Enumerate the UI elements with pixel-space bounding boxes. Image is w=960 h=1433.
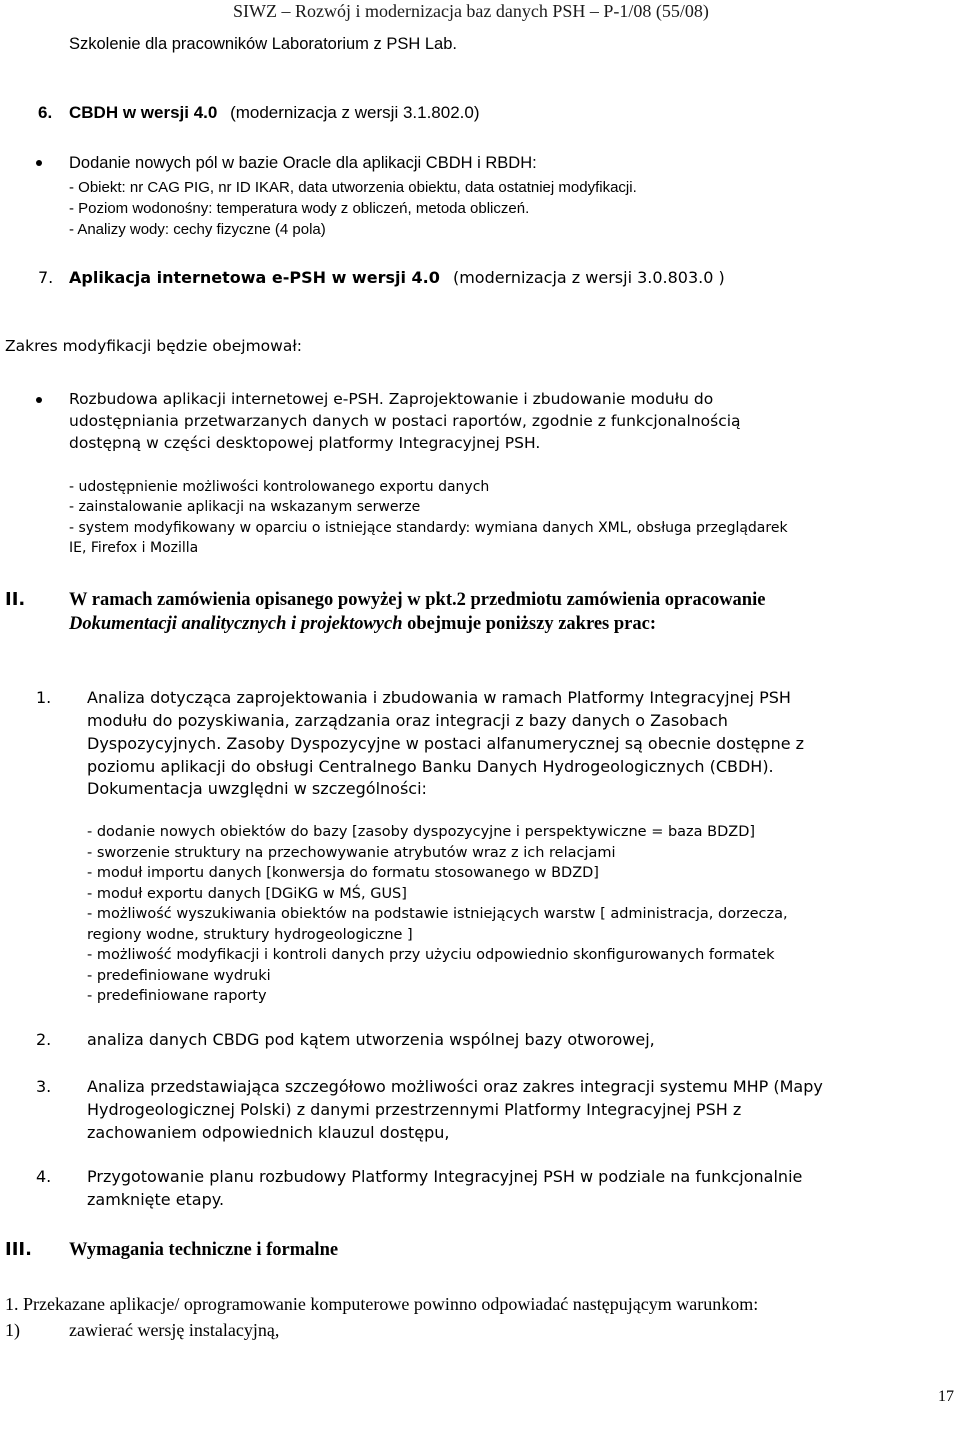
item-3-line: Hydrogeologicznej Polski) z danymi przestrzennymi Platformy Integracyjnej PSH z — [87, 1100, 742, 1119]
section-iii-numeral: III. — [5, 1239, 32, 1260]
item-3-line: zachowaniem odpowiednich klauzul dostępu, — [87, 1123, 450, 1142]
section-ii-line-2-rest: obejmuje poniższy zakres prac: — [402, 614, 656, 634]
section-6-line: - Obiekt: nr CAG PIG, nr ID IKAR, data utworzenia obiektu, data ostatniej modyfikacji. — [69, 179, 637, 196]
item-1-number: 1. — [36, 688, 52, 707]
section-6-line: - Analizy wody: cechy fizyczne (4 pola) — [69, 221, 326, 238]
item-2-number: 2. — [36, 1030, 52, 1049]
item-2-line: analiza danych CBDG pod kątem utworzenia wspólnej bazy otworowej, — [87, 1030, 655, 1049]
section-6-number: 6. — [38, 103, 53, 122]
section-ii-line-2 — [69, 615, 656, 634]
section-7-bullet-line: udostępniania przetwarzanych danych w postaci raportów, zgodnie z funkcjonalnością — [69, 412, 741, 430]
item-1-line: poziomu aplikacji do obsługi Centralnego Banku Danych Hydrogeologicznych (CBDH). — [87, 757, 774, 776]
section-7-dash-line: - udostępnienie możliwości kontrolowanego exportu danych — [69, 479, 490, 495]
section-7-dash-line: - system modyfikowany w oparciu o istniejące standardy: wymiana danych XML, obsługa przeglądarek — [69, 520, 788, 536]
section-7-title-rest: (modernizacja z wersji 3.0.803.0 ) — [452, 268, 725, 287]
item-1-sub-line: - predefiniowane raporty — [87, 988, 267, 1004]
section-7-title-bold: Aplikacja internetowa e-PSH w wersji 4.0 — [69, 268, 440, 287]
item-3-number: 3. — [36, 1077, 52, 1096]
item-4-line: zamknięte etapy. — [87, 1190, 225, 1209]
item-1-line: Dyspozycyjnych. Zasoby Dyspozycyjne w postaci alfanumerycznej są obecnie dostępne z — [87, 734, 805, 753]
item-1-sub-line: - dodanie nowych obiektów do bazy [zasoby dyspozycyjne i perspektywiczne = baza BDZD] — [87, 824, 756, 840]
section-iii-item-text: zawierać wersję instalacyjną, — [69, 1320, 280, 1340]
bullet-dot — [36, 160, 42, 166]
item-1-line: Dokumentacja uwzględni w szczególności: — [87, 779, 427, 798]
section-ii-line-2-italic: Dokumentacji analitycznych i projektowych — [69, 614, 403, 634]
item-1-sub-line: - predefiniowane wydruki — [87, 968, 271, 984]
item-1-sub-line: - możliwość modyfikacji i kontroli danych przy użyciu odpowiednio skonfigurowanych formatek — [87, 947, 775, 963]
item-3-line: Analiza przedstawiająca szczegółowo możliwości oraz zakres integracji systemu MHP (Mapy — [87, 1077, 823, 1096]
item-1-sub-line: regiony wodne, struktury hydrogeologiczne ] — [87, 927, 413, 943]
item-1-sub-line: - moduł importu danych [konwersja do formatu stosowanego w BDZD] — [87, 865, 599, 881]
item-1-line: Analiza dotycząca zaprojektowania i zbudowania w ramach Platformy Integracyjnej PSH — [87, 688, 791, 707]
section-6-title-rest: (modernizacja z wersji 3.1.802.0) — [230, 103, 480, 122]
item-1-sub-line: - sworzenie struktury na przechowywanie atrybutów wraz z ich relacjami — [87, 845, 616, 861]
bullet-dot — [36, 397, 42, 403]
section-iii-paragraph-1: 1. Przekazane aplikacje/ oprogramowanie komputerowe powinno odpowiadać następującym warunkom: — [5, 1294, 759, 1314]
item-1-line: modułu do pozyskiwania, zarządzania oraz integracji z bazy danych o Zasobach — [87, 711, 728, 730]
page-header-title: SIWZ – Rozwój i modernizacja baz danych PSH – P-1/08 (55/08) — [233, 1, 709, 21]
section-7-dash-line: - zainstalowanie aplikacji na wskazanym serwerze — [69, 499, 421, 515]
section-ii-line-1: W ramach zamówienia opisanego powyżej w pkt.2 przedmiotu zamówienia opracowanie — [69, 590, 766, 610]
section-ii-numeral: II. — [5, 589, 26, 610]
section-6-title-bold: CBDH w wersji 4.0 — [69, 103, 218, 122]
scope-heading: Zakres modyfikacji będzie obejmował: — [5, 337, 302, 355]
item-4-number: 4. — [36, 1167, 52, 1186]
section-7-bullet-line: Rozbudowa aplikacji internetowej e-PSH. Zaprojektowanie i zbudowanie modułu do — [69, 390, 714, 408]
section-7-dash-line: IE, Firefox i Mozilla — [69, 540, 199, 556]
intro-line: Szkolenie dla pracowników Laboratorium z PSH Lab. — [69, 35, 457, 53]
section-6-bullet: Dodanie nowych pól w bazie Oracle dla aplikacji CBDH i RBDH: — [69, 154, 537, 172]
section-iii-item-number: 1) — [5, 1320, 20, 1340]
page-number: 17 — [938, 1388, 954, 1405]
section-6-line: - Poziom wodonośny: temperatura wody z obliczeń, metoda obliczeń. — [69, 200, 530, 217]
section-6-heading — [69, 104, 480, 121]
section-7-bullet-line: dostępną w części desktopowej platformy Integracyjnej PSH. — [69, 434, 541, 452]
item-1-sub-line: - moduł exportu danych [DGiKG w MŚ, GUS] — [87, 886, 407, 902]
section-7-number: 7. — [38, 268, 54, 287]
item-1-sub-line: - możliwość wyszukiwania obiektów na podstawie istniejących warstw [ administracja, dorzecza, — [87, 906, 788, 922]
section-7-heading — [69, 270, 725, 286]
section-iii-title: Wymagania techniczne i formalne — [69, 1240, 339, 1260]
item-4-line: Przygotowanie planu rozbudowy Platformy Integracyjnej PSH w podziale na funkcjonalnie — [87, 1167, 803, 1186]
